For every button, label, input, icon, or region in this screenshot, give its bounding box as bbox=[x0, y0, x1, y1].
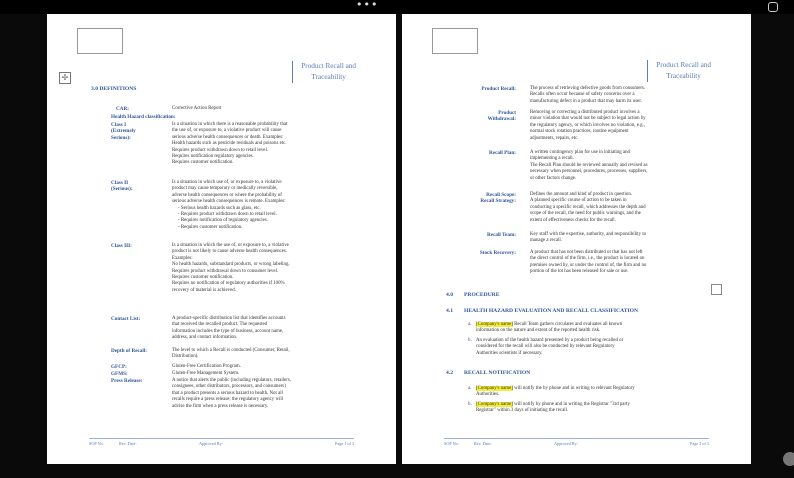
def-label: Recall Scope: Recall Strategy: bbox=[480, 192, 516, 205]
def-label: Product Withdrawal: bbox=[487, 110, 516, 123]
contact-list-text: A product-specific distribution list that identifies accounts that received the recalled product. The requested information includes the type of business, account name, address, and contact information. bbox=[172, 316, 286, 341]
list-item: [Company's name] will notify by phone and in writing the Registrar "3rd party Registrar" within 3 days of initiating the recall. bbox=[476, 402, 630, 414]
more-options-icon[interactable]: ••• bbox=[356, 0, 379, 11]
checkbox-square[interactable] bbox=[711, 284, 722, 295]
company-name-highlight: [Company's name] bbox=[476, 402, 513, 407]
health-hazard-title: Health Hazard classification: bbox=[111, 114, 176, 120]
depth-of-recall-label: Depth of Recall: bbox=[111, 348, 148, 354]
company-name-highlight: [Company's name] bbox=[476, 322, 513, 327]
footer-rev: Rev. Date: bbox=[119, 441, 137, 446]
def-label: Stock Recovery: bbox=[479, 250, 516, 256]
header-title-line2: Traceability bbox=[311, 73, 346, 81]
section-title: RECALL NOTIFICATION bbox=[464, 370, 531, 376]
page-footer bbox=[444, 438, 709, 449]
page-header bbox=[647, 60, 711, 82]
header-title-line1: Product Recall and bbox=[301, 62, 356, 70]
floating-avatar[interactable] bbox=[783, 452, 794, 466]
class2-text: Is a situation in which use of, or exposure to, a violative product may cause temporary or medically reversible, adverse health consequences or where the probability of serious adverse health consequences is remote. Examples: - Serious health hazards such as glass, etc. - Requires product withdrawn down to retail level. - Requires notification of regulatory agencies. - Requires customer notification. bbox=[172, 180, 286, 230]
def-text: Defines the amount and kind of product in question. A planned specific course of action to be taken in conducting a specific recall, which addresses the depth and scope of the recall, the need for public warnings, and the extent of effectiveness checks for the recall. bbox=[530, 192, 646, 223]
footer-page: Page 1 of 3 bbox=[335, 441, 354, 446]
footer-sop: SOP No. bbox=[444, 441, 459, 446]
def-text: A written contingency plan for use in initiating and implementing a recall. The Recall Plan should be reviewed annually and revised as necessary when personnel, procedures, processes, suppliers, or other factors change. bbox=[530, 150, 648, 181]
list-marker: a. bbox=[468, 386, 472, 391]
section-title: PROCEDURE bbox=[464, 292, 500, 298]
section-num: 4.2 bbox=[446, 370, 453, 376]
footer-page: Page 2 of 3 bbox=[690, 441, 709, 446]
car-text: Corrective Action Report bbox=[172, 106, 222, 111]
gfcp-text: Gluten-Free Certification Program. bbox=[172, 364, 241, 369]
footer-rev: Rev. Date: bbox=[474, 441, 492, 446]
list-item: [Company's name] will notify the by phone and in writing to relevant Regulatory Authorities. bbox=[476, 386, 635, 398]
header-title-line1: Product Recall and bbox=[656, 61, 711, 69]
gfms-label: GFMS: bbox=[111, 371, 128, 377]
def-text: Key staff with the expertise, authority, and responsibility to manage a recall. bbox=[530, 232, 647, 244]
gfms-text: Gluten-Free Management System. bbox=[172, 371, 240, 376]
list-marker: b. bbox=[468, 338, 472, 343]
footer-approved: Approved By: bbox=[554, 441, 578, 446]
document-page-2 bbox=[402, 14, 751, 464]
def-text: A product that has not been distributed or that has not left the direct control of the firm, i.e., the product is located on premises owned by, or under the control of, the firm and no portion of the lot has been released for sale or use. bbox=[530, 250, 647, 275]
section-title: HEALTH HAZARD EVALUATION AND RECALL CLASSIFICATION bbox=[464, 308, 639, 314]
class1-text: Is a situation in which there is a reasonable probability that the use of, or exposure to, a violative product will cause serious adverse health consequences or death. Examples: Health hazards such as pesticide residuals and poisons etc. Requires product withdrawn down to retail level. Requires notification regulatory agencies. Requires customer notification. bbox=[172, 122, 288, 166]
press-release-label: Press Release: bbox=[111, 378, 143, 384]
def-text: Removing or correcting a distributed product involves a minor violation that would not be subject to legal action by the regulatory agency, or which involves no violation, e.g., normal stock rotation practices, routine equipment adjustments, repairs, etc. bbox=[530, 110, 646, 141]
contact-list-label: Contact List: bbox=[111, 316, 141, 322]
list-item: [Company's name] Recall Team gathers circulates and evaluates all known information on the nature and extent of the reported health risk. bbox=[476, 322, 623, 334]
class3-text: Is a situation in which the use of, or exposure to, a violative product is not likely to cause adverse health consequences. Examples: No health hazards, substandard products, or wrong labeling. Requires product withdrawal down to consumer level. Requires customer notification. Requires no notification of regulatory authorities if 100% recovery of material is achieved. bbox=[172, 243, 290, 293]
page-footer bbox=[89, 438, 354, 449]
section-num: 4.0 bbox=[446, 292, 453, 298]
list-item: An evaluation of the health hazard presented by a product being recalled or considered for the recall will also be conducted by relevant Regulatory Authorities scientists if necessary. bbox=[476, 338, 624, 356]
section-num: 4.1 bbox=[446, 308, 453, 314]
class1-label: Class I (Extremely Serious): bbox=[111, 122, 136, 141]
logo-placeholder bbox=[77, 28, 123, 54]
header-title-line2: Traceability bbox=[666, 72, 701, 80]
page-header bbox=[292, 61, 356, 83]
section-title: 3.0 DEFINITIONS bbox=[91, 86, 137, 92]
move-handle-icon[interactable]: ✢ bbox=[59, 72, 71, 84]
footer-sop: SOP No. bbox=[89, 441, 104, 446]
depth-of-recall-text: The level to which a Recall is conducted (Consumer, Retail, Distribution). bbox=[172, 348, 290, 360]
car-label: CAR: bbox=[116, 106, 129, 112]
def-label: Product Recall: bbox=[481, 86, 516, 92]
document-page-1 bbox=[47, 14, 396, 464]
class3-label: Class III: bbox=[111, 243, 132, 249]
window-control-icon[interactable] bbox=[768, 2, 778, 12]
footer-approved: Approved By: bbox=[199, 441, 223, 446]
def-label: Recall Team: bbox=[487, 232, 516, 238]
gfcp-label: GFCP: bbox=[111, 364, 127, 370]
def-text: The process of retrieving defective goods from consumers. Recalls often occur because of safety concerns over a manufacturing defect in a product that may harm its user. bbox=[530, 86, 646, 104]
press-release-text: A notice that alerts the public (including regulators, retailers, consignees, other distributors, processors, and consumers) that a product presents a serious hazard to health. Not all recalls require a press release; the regulatory agency will advise the firm when a press release is necessary. bbox=[172, 378, 291, 409]
logo-placeholder bbox=[432, 28, 478, 54]
class2-label: Class II (Serious): bbox=[111, 180, 133, 193]
def-label: Recall Plan: bbox=[489, 150, 516, 156]
list-marker: b. bbox=[468, 402, 472, 407]
list-marker: a. bbox=[468, 322, 472, 327]
viewer-top-bar bbox=[0, 0, 794, 14]
company-name-highlight: [Company's name] bbox=[476, 386, 513, 391]
